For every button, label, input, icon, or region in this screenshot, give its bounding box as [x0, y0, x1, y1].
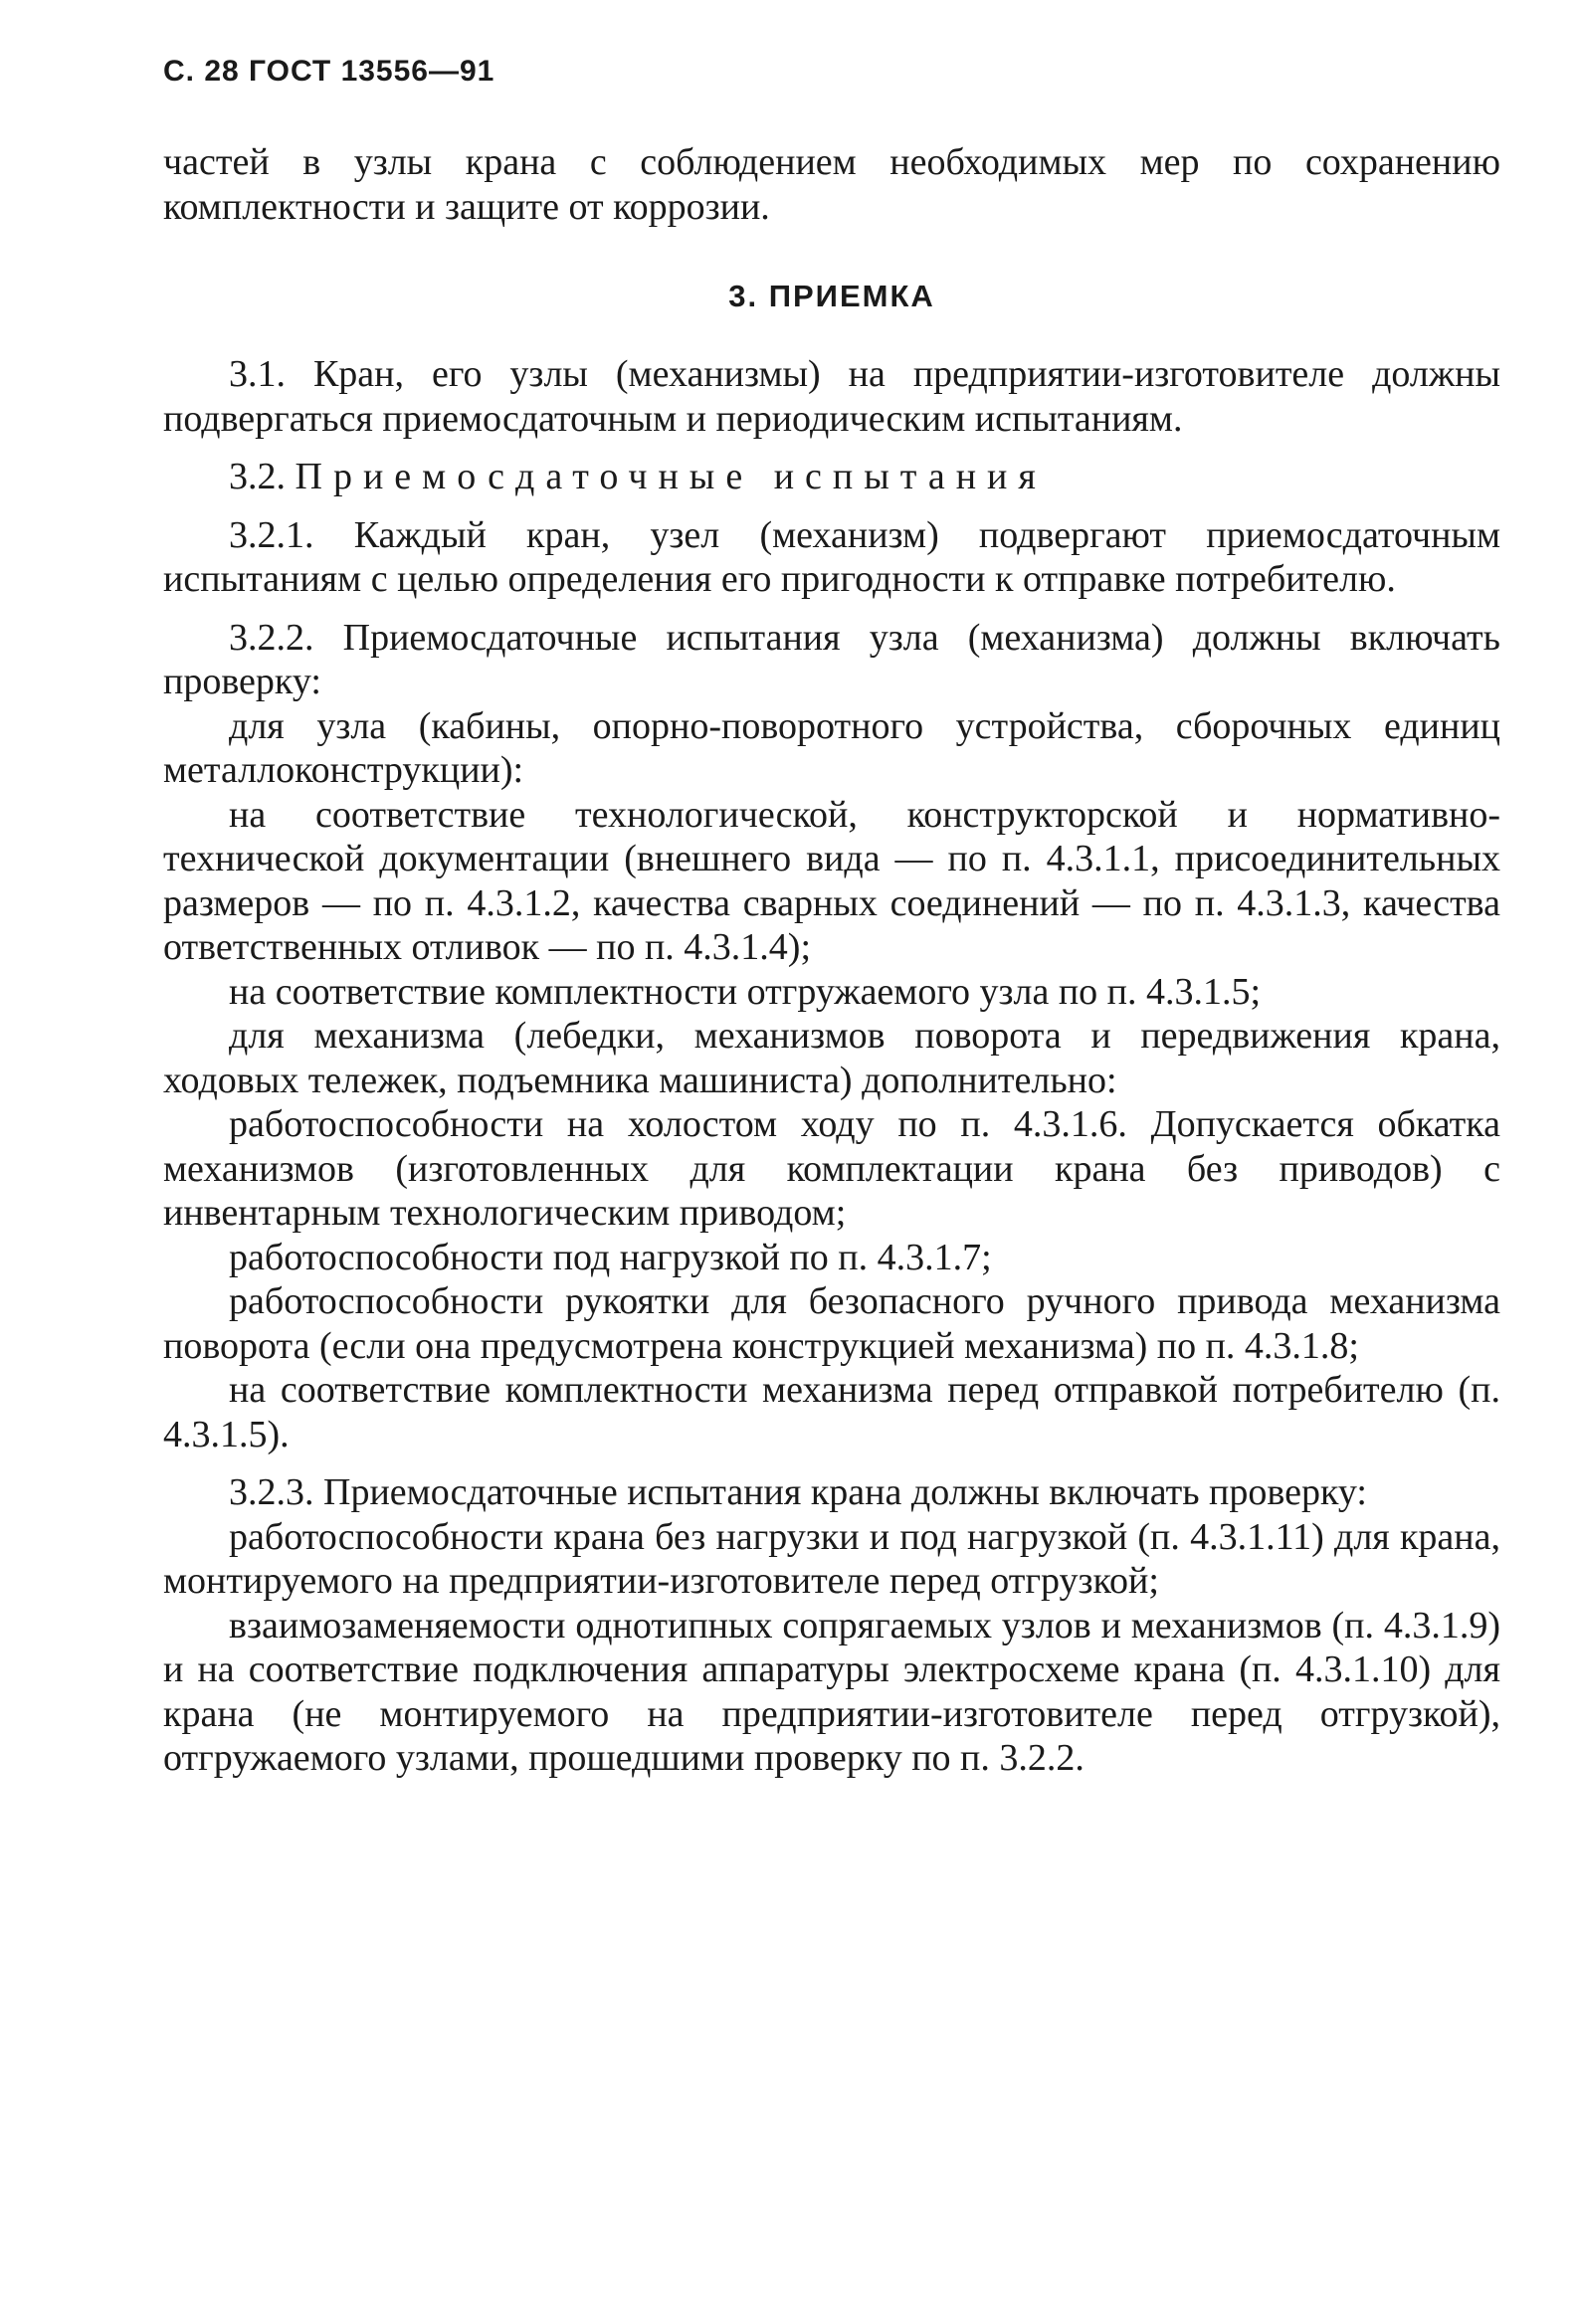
paragraph-3-2-2-item: работоспособности на холостом ходу по п. 4.3.1.6. Допускается обкатка механизмов (изготовленных для комплектации крана без приводов) с инвентарным технологическим приводом;	[163, 1103, 1500, 1234]
intro-paragraph: частей в узлы крана с соблюдением необходимых мер по сохранению комплектности и защите от коррозии.	[163, 141, 1500, 228]
page-header: С. 28 ГОСТ 13556—91	[163, 55, 495, 88]
paragraph-3-2-2-item: работоспособности под нагрузкой по п. 4.3.1.7;	[229, 1236, 992, 1278]
paragraph-3-2-3-item: работоспособности крана без нагрузки и под нагрузкой (п. 4.3.1.11) для крана, монтируемого на предприятии-изготовителе перед отгрузкой;	[163, 1515, 1500, 1602]
paragraph-3-2-3: 3.2.3. Приемосдаточные испытания крана должны включать проверку:	[229, 1471, 1367, 1513]
paragraph-3-2-2-item: для механизма (лебедки, механизмов поворота и передвижения крана, ходовых тележек, подъемника машиниста) дополнительно:	[163, 1015, 1500, 1101]
paragraph-3-2-2: 3.2.2. Приемосдаточные испытания узла (механизма) должны включать проверку:	[163, 616, 1500, 702]
paragraph-3-2-2-item: на соответствие комплектности отгружаемого узла по п. 4.3.1.5;	[229, 970, 1262, 1013]
paragraph-3-2-1: 3.2.1. Каждый кран, узел (механизм) подвергают приемосдаточным испытаниям с целью определения его пригодности к отправке потребителю.	[163, 513, 1500, 600]
paragraph-3-2-2-item: на соответствие комплектности механизма перед отправкой потребителю (п. 4.3.1.5).	[163, 1369, 1500, 1455]
paragraph-3-2	[163, 455, 1500, 499]
section-title: 3. ПРИЕМКА	[728, 279, 935, 313]
paragraph-3-2-2-item: для узла (кабины, опорно-поворотного устройства, сборочных единиц металлоконструкции):	[163, 704, 1500, 791]
paragraph-3-1: 3.1. Кран, его узлы (механизмы) на предприятии-изготовителе должны подвергаться приемосдаточным и периодическим испытаниям.	[163, 353, 1500, 440]
paragraph-3-2-3-item: взаимозаменяемости однотипных сопрягаемых узлов и механизмов (п. 4.3.1.9) и на соответствие подключения аппаратуры электросхеме крана (п. 4.3.1.10) для крана (не монтируемого на предприятии-изготовителе перед отгрузкой), отгружаемого узлами, прошедшими проверку по п. 3.2.2.	[163, 1604, 1500, 1779]
paragraph-3-2-title: Приемосдаточные испытания	[295, 456, 1047, 497]
paragraph-3-2-2-item: работоспособности рукоятки для безопасного ручного привода механизма поворота (если она предусмотрена конструкцией механизма) по п. 4.3.1.8;	[163, 1280, 1500, 1367]
paragraph-3-2-2-item: на соответствие технологической, конструкторской и нормативно-технической документации (внешнего вида — по п. 4.3.1.1, присоединительных размеров — по п. 4.3.1.2, качества сварных соединений — по п. 4.3.1.3, качества ответственных отливок — по п. 4.3.1.4);	[163, 793, 1500, 968]
paragraph-3-2-number: 3.2.	[229, 456, 286, 497]
